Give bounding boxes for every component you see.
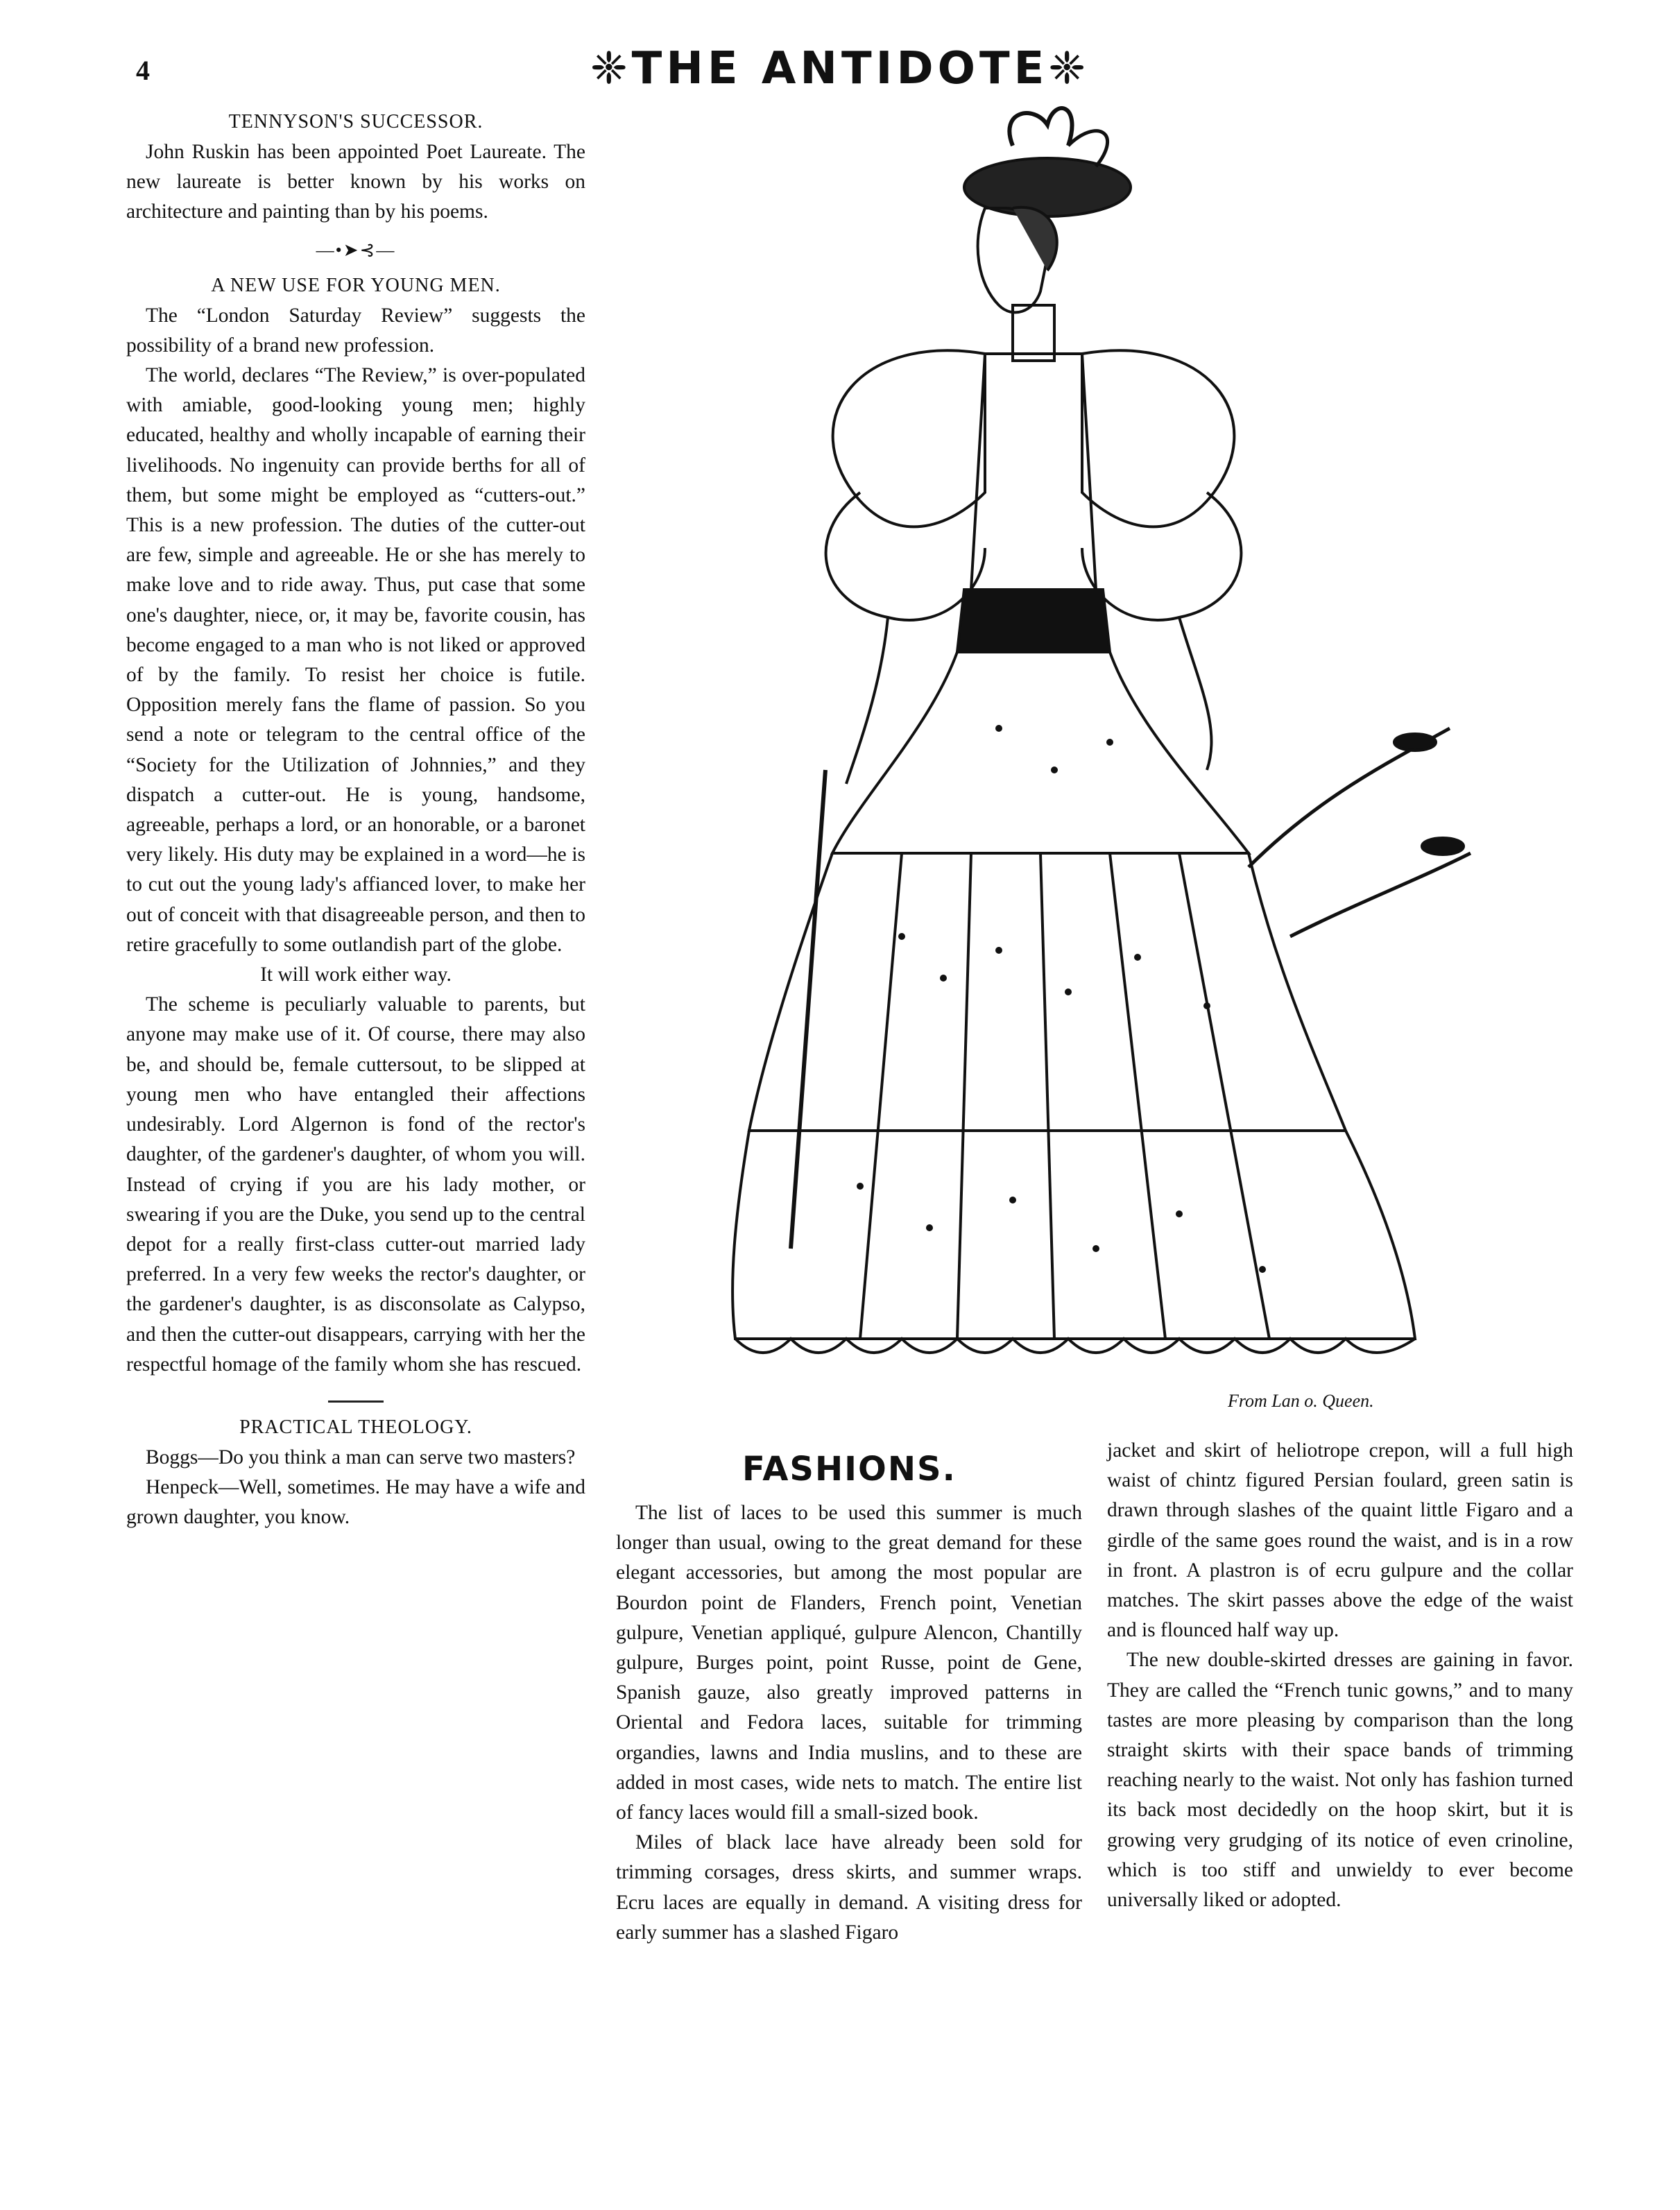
page-number: 4 (136, 55, 150, 86)
paragraph-young-men-2: The world, declares “The Review,” is over-populated with amiable, good-looking young men; highly educated, healthy and wholly incapable of earning their livelihoods. No ingenuity can provide berths for all of them, but some might be employed as “cutters-out.” This is a new profession. The duties of the cutter-out are few, simple and agreeable. He or she has merely to make love and to ride away. Thus, put case that some one's daughter, niece, or, it may be, favorite cousin, has become engaged to a man who is not liked or approved of by the family. To resist her choice is futile. Opposition merely fans the flame of passion. So you send a note or telegram to the central office of the “Society for the Utilization of Johnnies,” and they dispatch a cutter-out. He is young, handsome, agreeable, perhaps a lord, or an honorable, or a baronet very likely. His duty may be explained in a word—he is to cut out the young lady's affianced lover, to make her out of conceit with that disagreeable person, and then to retire gracefully to some outlandish part of the globe. (126, 364, 585, 956)
fashions-paragraph-3: jacket and skirt of heliotrope crepon, will a full high waist of chintz figured Persian foulard, green satin is drawn through slashes of the quaint little Figaro and a girdle of the same goes round the waist, and is in a row in front. A plastron is of ecru gulpure and the collar matches. The skirt passes above the edge of the waist and is flounced half way up. (1107, 1439, 1573, 1642)
paragraph-tennyson: John Ruskin has been appointed Poet Laureate. The new laureate is better known by his works on architecture and painting than by his poems. (126, 141, 585, 223)
paragraph-theology-1: Boggs—Do you think a man can serve two masters? (146, 1446, 576, 1468)
fashions-paragraph-4: The new double-skirted dresses are gaining in favor. They are called the “French tunic gowns,” and to many tastes are more pleasing by comparison than the long straight skirts with their space bands of trimming reaching nearly to the waist. Not only has fashion turned its back most decidedly on the hoop skirt, but it is growing very grudging of its notice of even crinoline, which is too stiff and unwieldy to ever become universally liked or adopted. (1107, 1649, 1573, 1912)
heading-young-men: A NEW USE FOR YOUNG MEN. (211, 274, 501, 296)
paragraph-young-men-4: The scheme is peculiarly valuable to parents, but anyone may make use of it. Of course, there may also be, and should be, female cuttersout, to be slipped at young men who have entangled their affections undesirably. Lord Algernon is fond of the rector's daughter, of the gardener's daughter, of whom you will. Instead of crying if you are his lady mother, or swearing if you are the Duke, you send up to the central depot for a really first-class cutter-out married lady preferred. In a very few weeks the rector's daughter, or the gardener's daughter, is as disconsolate as Calypso, and then the cutter-out disappears, carrying with her the respectful homage of the family whom she has rescued. (126, 993, 585, 1376)
paragraph-young-men-3: It will work either way. (260, 963, 452, 986)
right-column (1107, 1436, 1573, 1915)
heading-theology: PRACTICAL THEOLOGY. (239, 1416, 472, 1438)
masthead: ❈THE ANTIDOTE❈ (590, 43, 1090, 94)
fashion-illustration (721, 104, 1484, 1422)
left-column (126, 97, 585, 1533)
paragraph-young-men-1: The “London Saturday Review” suggests the possibility of a brand new profession. (126, 304, 585, 357)
heading-tennyson: TENNYSON'S SUCCESSOR. (228, 111, 483, 132)
section-divider (328, 1400, 384, 1403)
fashions-paragraph-1: The list of laces to be used this summer is much longer than usual, owing to the great demand for these elegant accessories, but among the most popular are Bourdon point de Flanders, French point, Venetian gulpure, Venetian appliqué, gulpure Alencon, Chantilly gulpure, Burges point, point Russe, point de Gene, Spanish gauze, also greatly improved patterns in Oriental and Fedora laces, suitable for trimming organdies, lawns and India muslins, and to these are added in most cases, wide nets to match. The entire list of fancy laces would fill a small-sized book. (616, 1502, 1082, 1824)
middle-column (616, 1498, 1082, 1948)
paragraph-theology-2: Henpeck—Well, sometimes. He may have a wife and grown daughter, you know. (126, 1476, 585, 1529)
ornament-divider: —•➤⊰— (316, 239, 396, 260)
fashions-paragraph-2: Miles of black lace have already been sold for trimming corsages, dress skirts, and summer wraps. Ecru laces are equally in demand. A visiting dress for early summer has a slashed Figaro (616, 1831, 1082, 1944)
fashions-heading: FASHIONS. (742, 1450, 957, 1489)
illustration-credit: From Lan o. Queen. (1228, 1391, 1374, 1411)
